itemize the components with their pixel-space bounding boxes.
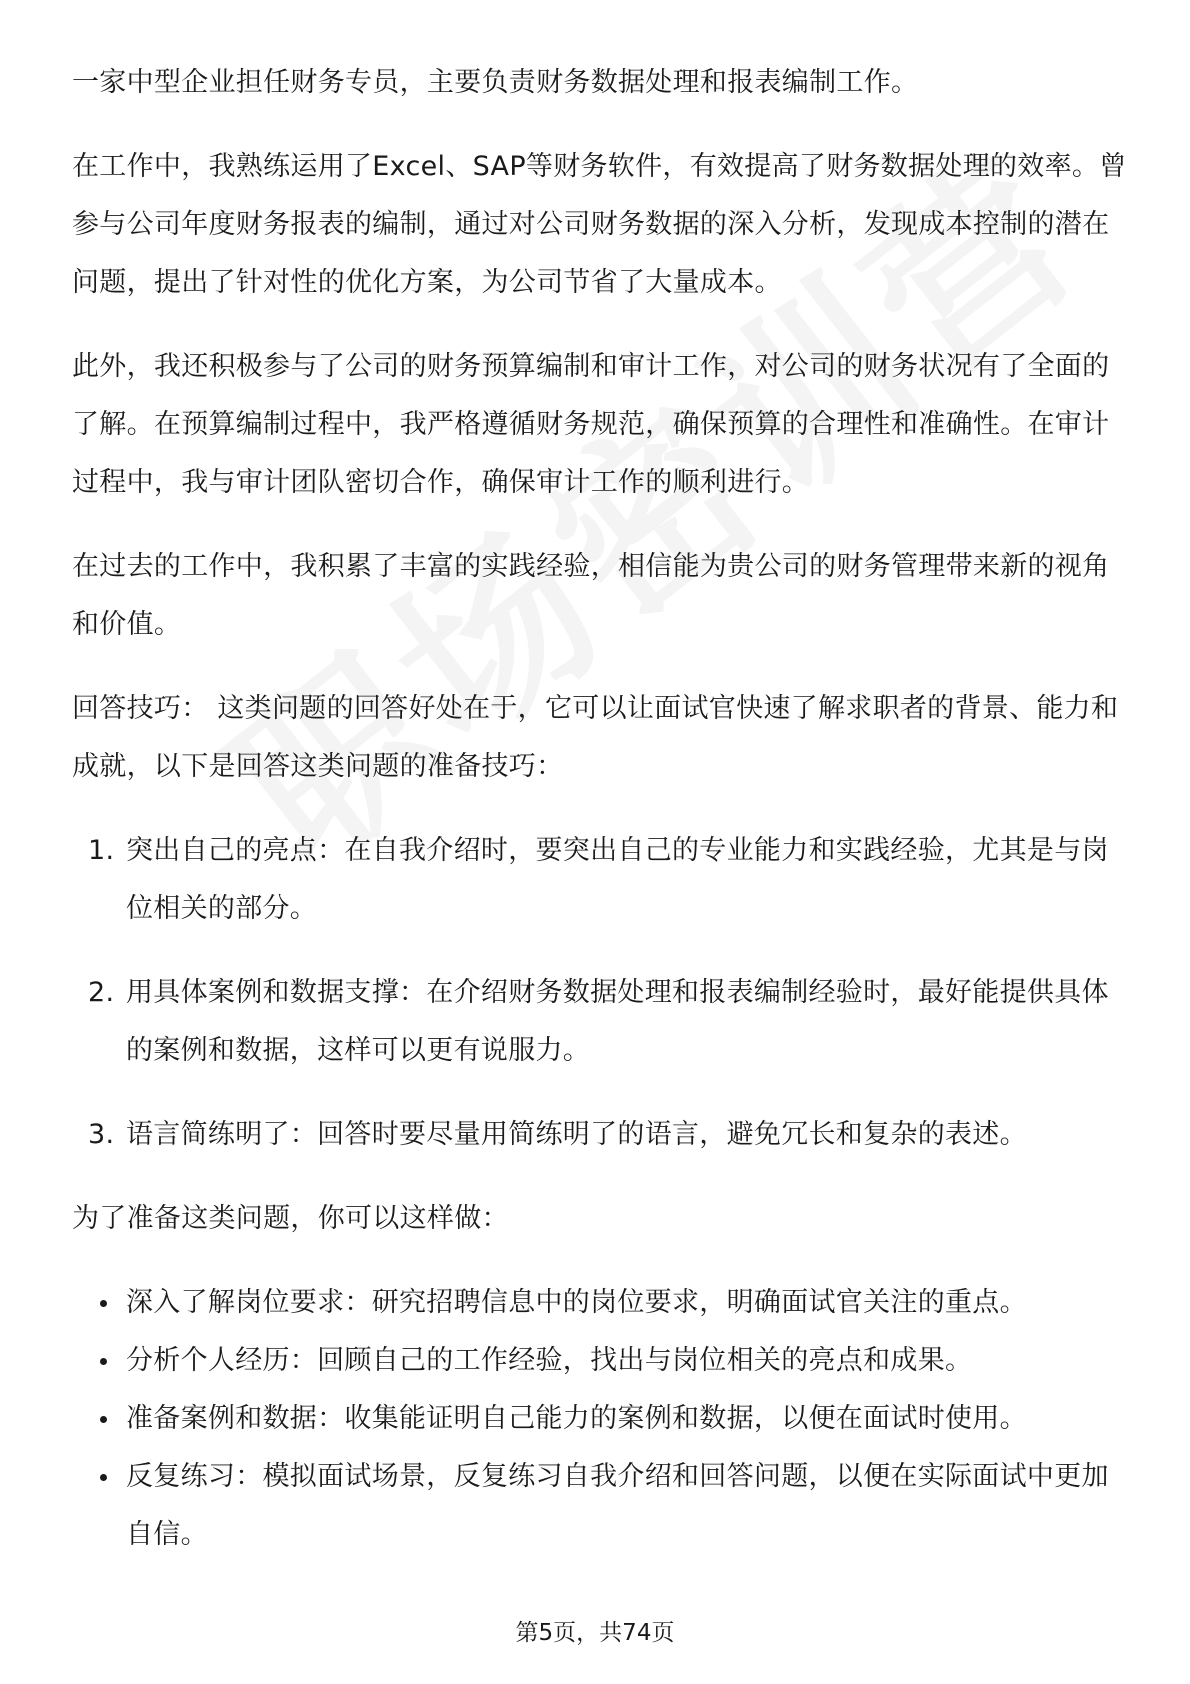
bullet-icon	[100, 1358, 107, 1365]
list-item	[72, 1274, 1132, 1332]
bullet-icon	[100, 1300, 107, 1307]
list-number: 1.	[88, 835, 115, 866]
list-item	[72, 1106, 1132, 1164]
list-item	[72, 1390, 1132, 1448]
list-item-text: 分析个人经历：回顾自己的工作经验，找出与岗位相关的亮点和成果。	[126, 1345, 973, 1376]
list-item-text: 语言简练明了：回答时要尽量用简练明了的语言，避免冗长和复杂的表述。	[126, 1119, 1027, 1150]
list-item-text: 突出自己的亮点：在自我介绍时，要突出自己的专业能力和实践经验，尤其是与岗位相关的部分。	[126, 835, 1109, 924]
paragraph: 在工作中，我熟练运用了Excel、SAP等财务软件，有效提高了财务数据处理的效率。曾参与公司年度财务报表的编制，通过对公司财务数据的深入分析，发现成本控制的潜在问题，提出了针对性的优化方案，为公司节省了大量成本。	[72, 151, 1127, 298]
list-number: 3.	[88, 1119, 115, 1150]
bullet-icon	[100, 1416, 107, 1423]
list-number: 2.	[88, 977, 115, 1008]
paragraph: 一家中型企业担任财务专员，主要负责财务数据处理和报表编制工作。	[72, 67, 919, 98]
answer-tips-intro: 回答技巧： 这类问题的回答好处在于，它可以让面试官快速了解求职者的背景、能力和成就，以下是回答这类问题的准备技巧：	[72, 693, 1119, 782]
prep-intro: 为了准备这类问题，你可以这样做：	[72, 1203, 509, 1234]
list-item	[72, 822, 1132, 938]
document-body	[72, 54, 1132, 1590]
list-item	[72, 964, 1132, 1080]
bullet-icon	[100, 1474, 107, 1481]
list-item-text: 反复练习：模拟面试场景，反复练习自我介绍和回答问题，以便在实际面试中更加自信。	[126, 1461, 1109, 1550]
paragraph: 此外，我还积极参与了公司的财务预算编制和审计工作，对公司的财务状况有了全面的了解。在预算编制过程中，我严格遵循财务规范，确保预算的合理性和准确性。在审计过程中，我与审计团队密切合作，确保审计工作的顺利进行。	[72, 351, 1110, 498]
tips-list	[72, 822, 1132, 1164]
list-item	[72, 1332, 1132, 1390]
prep-list	[72, 1274, 1132, 1564]
list-item-text: 准备案例和数据：收集能证明自己能力的案例和数据，以便在面试时使用。	[126, 1403, 1027, 1434]
paragraph: 在过去的工作中，我积累了丰富的实践经验，相信能为贵公司的财务管理带来新的视角和价值。	[72, 551, 1110, 640]
list-item-text: 用具体案例和数据支撑：在介绍财务数据处理和报表编制经验时，最好能提供具体的案例和数据，这样可以更有说服力。	[126, 977, 1109, 1066]
list-item-text: 深入了解岗位要求：研究招聘信息中的岗位要求，明确面试官关注的重点。	[126, 1287, 1027, 1318]
page-number: 第5页，共74页	[515, 1620, 675, 1646]
list-item	[72, 1448, 1132, 1564]
